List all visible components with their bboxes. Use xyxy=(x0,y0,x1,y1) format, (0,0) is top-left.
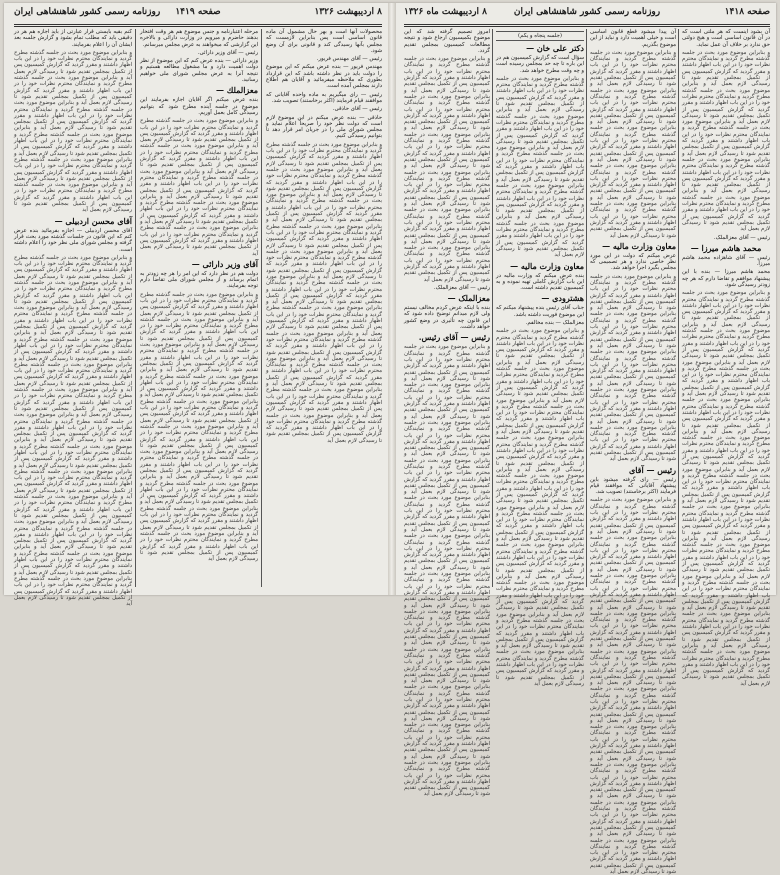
right-page-header xyxy=(404,7,770,23)
speaker-heading: معزالملك — xyxy=(215,85,258,96)
speaker-heading: آقای وزیر دارائی — xyxy=(191,258,258,269)
paragraph: امروز تصمیم گرفته شد که این موضوع بکمیسیون ارجاع شود و نتیجه مطالعات کمیسیون بمجلس تقدیم گردد. xyxy=(404,29,490,54)
body-text xyxy=(590,50,676,239)
body-text xyxy=(404,344,490,797)
body-text: و بنابراین موضوع مورد بحث در جلسه گذشته مطرح گردید و نمایندگان محترم نظرات خود را در این باب اظهار داشتند و مقرر گردید که گزارش کمیسیون پس از تکمیل بمجلس تقدیم شود تا رسیدگی لازم بعمل آید و بنابراین موضوع مورد بحث در جلسه گذشته مطرح گردید و نمایندگان محترم نظرات خود را در این باب اظهار داشتند و مقرر گردید که گزارش کمیسیون پس از تکمیل بمجلس تقدیم شود تا رسیدگی لازم بعمل آید و بنابراین موضوع مورد بحث در جلسه گذشته مطرح گردید و نمایندگان محترم نظرات خود را در این باب اظهار داشتند و مقرر گردید که گزارش کمیسیون پس از تکمیل بمجلس تقدیم شود تا رسیدگی لازم بعمل آید و بنابراین موضوع مورد بحث در جلسه گذشته مطرح گردید و نمایندگان محترم نظرات خود را در این باب اظهار داشتند و مقرر گردید که گزارش کمیسیون پس از تکمیل بمجلس تقدیم شود تا رسیدگی لازم بعمل آید و بنابراین موضوع مورد بحث در جلسه گذشته مطرح گردید و نمایندگان محترم نظرات خود را در این باب اظهار داشتند و مقرر گردید که گزارش کمیسیون پس از تکمیل بمجلس تقدیم شود تا رسیدگی لازم بعمل آید و بنابراین موضوع مورد بحث در جلسه گذشته مطرح گردید و نمایندگان محترم نظرات خود را در این باب اظهار داشتند و مقرر گردید که گزارش کمیسیون پس از تکمیل بمجلس تقدیم شود تا رسیدگی لازم بعمل آید و بنابراین موضوع مورد بحث در جلسه گذشته مطرح گردید و نمایندگان محترم نظرات خود را در این باب اظهار داشتند و مقرر گردید که گزارش کمیسیون پس از تکمیل بمجلس تقدیم شود تا رسیدگی لازم بعمل آید و بنابراین موضوع مورد بحث در جلسه گذشته مطرح گردید و نمایندگان محترم نظرات خود را در این باب اظهار داشتند و مقرر گردید که گزارش کمیسیون پس از تکمیل بمجلس تقدیم شود تا رسیدگی لازم بعمل آید و بنابراین موضوع مورد بحث در جلسه گذشته مطرح گردید و نمایندگان محترم نظرات خود را در این باب اظهار داشتند و مقرر گردید که گزارش کمیسیون پس از تکمیل بمجلس تقدیم شود تا رسیدگی لازم بعمل آید و بنابراین موضوع مورد بحث در جلسه گذشته مطرح گردید و نمایندگان محترم نظرات خود را در این باب اظهار داشتند و مقرر گردید که گزارش کمیسیون پس از تکمیل بمجلس تقدیم شود تا رسیدگی لازم بعمل آید xyxy=(140,291,258,563)
body-text: و بنابراین موضوع مورد بحث در جلسه گذشته مطرح گردید و نمایندگان محترم نظرات خود را در این باب اظهار داشتند و مقرر گردید که گزارش کمیسیون پس از تکمیل بمجلس تقدیم شود تا رسیدگی لازم بعمل آید و بنابراین موضوع مورد بحث در جلسه گذشته مطرح گردید و نمایندگان محترم نظرات خود را در این باب اظهار داشتند و مقرر گردید که گزارش کمیسیون پس از تکمیل بمجلس تقدیم شود تا رسیدگی لازم بعمل آید و بنابراین موضوع مورد بحث در جلسه گذشته مطرح گردید و نمایندگان محترم نظرات خود را در این باب اظهار داشتند و مقرر گردید که گزارش کمیسیون پس از تکمیل بمجلس تقدیم شود تا رسیدگی لازم بعمل آید و بنابراین موضوع مورد بحث در جلسه گذشته مطرح گردید و نمایندگان محترم نظرات خود را در این باب اظهار داشتند و مقرر گردید که گزارش کمیسیون پس از تکمیل بمجلس تقدیم شود تا رسیدگی لازم بعمل آید و بنابراین موضوع مورد بحث در جلسه گذشته مطرح گردید و نمایندگان محترم نظرات خود را در این باب اظهار داشتند و مقرر گردید که گزارش کمیسیون پس از تکمیل بمجلس تقدیم شود تا رسیدگی لازم بعمل آید xyxy=(682,49,770,233)
left-header-page-number: صفحه ۱۴۱۹ xyxy=(175,7,221,17)
body-text xyxy=(496,76,584,259)
right-column-3 xyxy=(496,29,584,687)
paragraph: مهندس فریور — بنده عرض میکنم که این موضوع را دولت باید در نظر داشته باشد که این قرارداد بطوری که ملاحظه میفرمائید و آقایان هم اطلاع دارند بمجلس آمده است. xyxy=(266,64,382,90)
paragraph: سؤال است که گزارش کمیسیون هم در این باره تا چه حد بمجلس رسیده است و چه وقت مطرح خواهد شد. xyxy=(496,55,584,74)
paragraph: معزالملک — بنده مخالفم. xyxy=(525,319,584,326)
body-text: و بنابراین موضوع مورد بحث در جلسه گذشته مطرح گردید و نمایندگان محترم نظرات خود را در این باب اظهار داشتند و مقرر گردید که گزارش کمیسیون پس از تکمیل بمجلس تقدیم شود تا رسیدگی لازم بعمل آید و بنابراین موضوع مورد بحث در جلسه گذشته مطرح گردید و نمایندگان محترم نظرات خود را در این باب اظهار داشتند و مقرر گردید که گزارش کمیسیون پس از تکمیل بمجلس تقدیم شود تا رسیدگی لازم بعمل آید و بنابراین موضوع مورد بحث در جلسه گذشته مطرح گردید و نمایندگان محترم نظرات خود را در این باب اظهار داشتند و مقرر گردید که گزارش کمیسیون پس از تکمیل بمجلس تقدیم شود تا رسیدگی لازم بعمل آید و بنابراین موضوع مورد بحث در جلسه گذشته مطرح گردید و نمایندگان محترم نظرات خود را در این باب اظهار داشتند و مقرر گردید که گزارش کمیسیون پس از تکمیل بمجلس تقدیم شود تا رسیدگی لازم بعمل آید و بنابراین موضوع مورد بحث در جلسه گذشته مطرح گردید و نمایندگان محترم نظرات خود را در این باب اظهار داشتند و مقرر گردید که گزارش کمیسیون پس از تکمیل بمجلس تقدیم شود تا رسیدگی لازم بعمل آید و بنابراین موضوع مورد بحث در جلسه گذشته مطرح گردید و نمایندگان محترم نظرات خود را در این باب اظهار داشتند و مقرر گردید که گزارش کمیسیون پس از تکمیل بمجلس تقدیم شود تا رسیدگی لازم بعمل آید و بنابراین موضوع مورد بحث در جلسه گذشته مطرح گردید و نمایندگان محترم نظرات خود را در این باب اظهار داشتند و مقرر گردید که گزارش کمیسیون پس از تکمیل بمجلس تقدیم شود تا رسیدگی لازم بعمل آید و بنابراین موضوع مورد بحث در جلسه گذشته مطرح گردید و نمایندگان محترم نظرات خود را در این باب اظهار داشتند و مقرر گردید که گزارش کمیسیون پس از تکمیل بمجلس تقدیم شود تا رسیدگی لازم بعمل آید و بنابراین موضوع مورد بحث در جلسه گذشته مطرح گردید و نمایندگان محترم نظرات خود را در این باب اظهار داشتند و مقرر گردید که گزارش کمیسیون پس از تکمیل بمجلس تقدیم شود تا رسیدگی لازم بعمل آید و بنابراین موضوع مورد بحث در جلسه گذشته مطرح گردید و نمایندگان محترم نظرات خود را در این باب اظهار داشتند و مقرر گردید که گزارش کمیسیون پس از تکمیل بمجلس تقدیم شود تا رسیدگی لازم بعمل آید و بنابراین موضوع مورد بحث در جلسه گذشته مطرح گردید و نمایندگان محترم نظرات خود را در این باب اظهار داشتند و مقرر گردید که گزارش کمیسیون پس از تکمیل بمجلس تقدیم شود تا رسیدگی لازم بعمل آید xyxy=(682,290,770,687)
right-header-page-number: صفحه ۱۴۱۸ xyxy=(724,7,770,17)
column-separator xyxy=(678,29,679,587)
right-header-publication: روزنامه رسمی کشور شاهنشاهی ایران xyxy=(513,7,661,17)
paragraph: وزیر دارائی — بنده عرض کنم که این موضوع از نظر دولت اهمیت دارد و ما مشغول مطالعه هستیم و نتیجه آنرا به عرض مجلس شورای ملی خواهیم رسانید. xyxy=(140,58,258,84)
body-text: و بنابراین موضوع مورد بحث در جلسه گذشته مطرح گردید و نمایندگان محترم نظرات خود را در این باب اظهار داشتند و مقرر گردید که گزارش کمیسیون پس از تکمیل بمجلس تقدیم شود تا رسیدگی لازم بعمل آید و بنابراین موضوع مورد بحث در جلسه گذشته مطرح گردید و نمایندگان محترم نظرات خود را در این باب اظهار داشتند و مقرر گردید که گزارش کمیسیون پس از تکمیل بمجلس تقدیم شود تا رسیدگی لازم بعمل آید و بنابراین موضوع مورد بحث در جلسه گذشته مطرح گردید و نمایندگان محترم نظرات خود را در این باب اظهار داشتند و مقرر گردید که گزارش کمیسیون پس از تکمیل بمجلس تقدیم شود تا رسیدگی لازم بعمل آید و بنابراین موضوع مورد بحث در جلسه گذشته مطرح گردید و نمایندگان محترم نظرات خود را در این باب اظهار داشتند و مقرر گردید که گزارش کمیسیون پس از تکمیل بمجلس تقدیم شود تا رسیدگی لازم بعمل آید و بنابراین موضوع مورد بحث در جلسه گذشته مطرح گردید و نمایندگان محترم نظرات خود را در این باب اظهار داشتند و مقرر گردید که گزارش کمیسیون پس از تکمیل بمجلس تقدیم شود تا رسیدگی لازم بعمل آید و بنابراین موضوع مورد بحث در جلسه گذشته مطرح گردید و نمایندگان محترم نظرات خود را در این باب اظهار داشتند و مقرر گردید که گزارش کمیسیون پس از تکمیل بمجلس تقدیم شود تا رسیدگی لازم بعمل آید و بنابراین موضوع مورد بحث در جلسه گذشته مطرح گردید و نمایندگان محترم نظرات خود را در این باب اظهار داشتند و مقرر گردید که گزارش کمیسیون پس از تکمیل بمجلس تقدیم شود تا رسیدگی لازم بعمل آید و بنابراین موضوع مورد بحث در جلسه گذشته مطرح گردید و نمایندگان محترم نظرات خود را در این باب اظهار داشتند و مقرر گردید که گزارش کمیسیون پس از تکمیل بمجلس تقدیم شود تا رسیدگی لازم بعمل آید و بنابراین موضوع مورد بحث در جلسه گذشته مطرح گردید و نمایندگان محترم نظرات خود را در این باب اظهار داشتند و مقرر گردید که گزارش کمیسیون پس از تکمیل بمجلس تقدیم شود تا رسیدگی لازم بعمل آید و بنابراین موضوع مورد بحث در جلسه گذشته مطرح گردید و نمایندگان محترم نظرات خود را در این باب اظهار داشتند و مقرر گردید که گزارش کمیسیون پس از تکمیل بمجلس تقدیم شود تا رسیدگی لازم بعمل آید و بنابراین موضوع مورد بحث در جلسه گذشته مطرح گردید و نمایندگان محترم نظرات خود را در این باب اظهار داشتند و مقرر گردید که گزارش کمیسیون پس از تکمیل بمجلس تقدیم شود تا رسیدگی لازم بعمل آید xyxy=(266,141,382,444)
body-text xyxy=(14,255,132,608)
left-column-1 xyxy=(266,29,382,589)
body-text: و بنابراین موضوع مورد بحث در جلسه گذشته مطرح گردید و نمایندگان محترم نظرات خود را در این باب اظهار داشتند و مقرر گردید که گزارش کمیسیون پس از تکمیل بمجلس تقدیم شود تا رسیدگی لازم بعمل آید و بنابراین موضوع مورد بحث در جلسه گذشته مطرح گردید و نمایندگان محترم نظرات خود را در این باب اظهار داشتند و مقرر گردید که گزارش کمیسیون پس از تکمیل بمجلس تقدیم شود تا رسیدگی لازم بعمل آید و بنابراین موضوع مورد بحث در جلسه گذشته مطرح گردید و نمایندگان محترم نظرات خود را در این باب اظهار داشتند و مقرر گردید که گزارش کمیسیون پس از تکمیل بمجلس تقدیم شود تا رسیدگی لازم بعمل آید و بنابراین موضوع مورد بحث در جلسه گذشته مطرح گردید و نمایندگان محترم نظرات خود را در این باب اظهار داشتند و مقرر گردید که گزارش کمیسیون پس از تکمیل بمجلس تقدیم شود تا رسیدگی لازم بعمل آید و بنابراین موضوع مورد بحث در جلسه گذشته مطرح گردید و نمایندگان محترم نظرات خود را در این باب اظهار داشتند و مقرر گردید که گزارش کمیسیون پس از تکمیل بمجلس تقدیم شود تا رسیدگی لازم بعمل آید و بنابراین موضوع مورد بحث در جلسه گذشته مطرح گردید و نمایندگان محترم نظرات خود را در این باب اظهار داشتند و مقرر گردید که گزارش کمیسیون پس از تکمیل بمجلس تقدیم شود تا رسیدگی لازم بعمل آید xyxy=(404,56,490,283)
right-column-2 xyxy=(590,29,676,875)
paragraph: جناب آقای رئیس بنده پیشنهاد میکنم که این موضوع فوریت داشته باشد. xyxy=(496,305,584,318)
paragraph: حاذقی — بنده عرض میکنم در این موضوع لازم است که دولت نظر خود را صریحاً اعلام نماید و مجلس شورای ملی را در جریان امر قرار دهد تا بتوانیم رسیدگی کنیم. xyxy=(266,114,382,140)
body-text xyxy=(590,497,676,875)
speaker-heading: معزالملک — xyxy=(447,293,490,304)
body-text xyxy=(682,50,770,233)
left-page-header xyxy=(14,7,382,23)
header-rule xyxy=(14,26,382,27)
paragraph: کنم بقیه بایستی قرار عبارتی از باید اجازه هم هر در دقیقی باید که مطلب تمام بشود و گزارش جلسه بعد ایشان آن را اعلام بفرمایند. xyxy=(14,29,132,48)
body-text xyxy=(14,50,132,214)
paragraph: دولت هم در نظر دارد که این امر را هر چه زودتر به اتمام برساند و از مجلس شورای ملی تقاضا دارم توجه بفرمایند. xyxy=(140,270,258,290)
speaker-heading: معاون وزارت مالیه — xyxy=(602,240,676,251)
speaker-heading: آقای محسن اردبیلی — xyxy=(54,215,132,226)
body-text: و بنابراین موضوع مورد بحث در جلسه گذشته مطرح گردید و نمایندگان محترم نظرات خود را در این باب اظهار داشتند و مقرر گردید که گزارش کمیسیون پس از تکمیل بمجلس تقدیم شود تا رسیدگی لازم بعمل آید و بنابراین موضوع مورد بحث در جلسه گذشته مطرح گردید و نمایندگان محترم نظرات خود را در این باب اظهار داشتند و مقرر گردید که گزارش کمیسیون پس از تکمیل بمجلس تقدیم شود تا رسیدگی لازم بعمل آید و بنابراین موضوع مورد بحث در جلسه گذشته مطرح گردید و نمایندگان محترم نظرات خود را در این باب اظهار داشتند و مقرر گردید که گزارش کمیسیون پس از تکمیل بمجلس تقدیم شود تا رسیدگی لازم بعمل آید و بنابراین موضوع مورد بحث در جلسه گذشته مطرح گردید و نمایندگان محترم نظرات خود را در این باب اظهار داشتند و مقرر گردید که گزارش کمیسیون پس از تکمیل بمجلس تقدیم شود تا رسیدگی لازم بعمل آید و بنابراین موضوع مورد بحث در جلسه گذشته مطرح گردید و نمایندگان محترم نظرات خود را در این باب اظهار داشتند و مقرر گردید که گزارش کمیسیون پس از تکمیل بمجلس تقدیم شود تا رسیدگی لازم بعمل آید و بنابراین موضوع مورد بحث در جلسه گذشته مطرح گردید و نمایندگان محترم نظرات خود را در این باب اظهار داشتند و مقرر گردید که گزارش کمیسیون پس از تکمیل بمجلس تقدیم شود تا رسیدگی لازم بعمل آید و بنابراین موضوع مورد بحث در جلسه گذشته مطرح گردید و نمایندگان محترم نظرات خود را در این باب اظهار داشتند و مقرر گردید که گزارش کمیسیون پس از تکمیل بمجلس تقدیم شود تا رسیدگی لازم بعمل آید و بنابراین موضوع مورد بحث در جلسه گذشته مطرح گردید و نمایندگان محترم نظرات خود را در این باب اظهار داشتند و مقرر گردید که گزارش کمیسیون پس از تکمیل بمجلس تقدیم شود تا رسیدگی لازم بعمل آید و بنابراین موضوع مورد بحث در جلسه گذشته مطرح گردید و نمایندگان محترم نظرات خود را در این باب اظهار داشتند و مقرر گردید که گزارش کمیسیون پس از تکمیل بمجلس تقدیم شود تا رسیدگی لازم بعمل آید و بنابراین موضوع مورد بحث در جلسه گذشته مطرح گردید و نمایندگان محترم نظرات خود را در این باب اظهار داشتند و مقرر گردید که گزارش کمیسیون پس از تکمیل بمجلس تقدیم شود تا رسیدگی لازم بعمل آید و بنابراین موضوع مورد بحث در جلسه گذشته مطرح گردید و نمایندگان محترم نظرات خود را در این باب اظهار داشتند و مقرر گردید که گزارش کمیسیون پس از تکمیل بمجلس تقدیم شود تا رسیدگی لازم بعمل آید و بنابراین موضوع مورد بحث در جلسه گذشته مطرح گردید و نمایندگان محترم نظرات خود را در این باب اظهار داشتند و مقرر گردید که گزارش کمیسیون پس از تکمیل بمجلس تقدیم شود تا رسیدگی لازم بعمل آید xyxy=(404,344,490,798)
body-text xyxy=(590,274,676,463)
body-text: و بنابراین موضوع مورد بحث در جلسه گذشته مطرح گردید و نمایندگان محترم نظرات خود را در این باب اظهار داشتند و مقرر گردید که گزارش کمیسیون پس از تکمیل بمجلس تقدیم شود تا رسیدگی لازم بعمل آید و بنابراین موضوع مورد بحث در جلسه گذشته مطرح گردید و نمایندگان محترم نظرات خود را در این باب اظهار داشتند و مقرر گردید که گزارش کمیسیون پس از تکمیل بمجلس تقدیم شود تا رسیدگی لازم بعمل آید و بنابراین موضوع مورد بحث در جلسه گذشته مطرح گردید و نمایندگان محترم نظرات خود را در این باب اظهار داشتند و مقرر گردید که گزارش کمیسیون پس از تکمیل بمجلس تقدیم شود تا رسیدگی لازم بعمل آید و بنابراین موضوع مورد بحث در جلسه گذشته مطرح گردید و نمایندگان محترم نظرات خود را در این باب اظهار داشتند و مقرر گردید که گزارش کمیسیون پس از تکمیل بمجلس تقدیم شود تا رسیدگی لازم بعمل آید و بنابراین موضوع مورد بحث در جلسه گذشته مطرح گردید و نمایندگان محترم نظرات خود را در این باب اظهار داشتند و مقرر گردید که گزارش کمیسیون پس از تکمیل بمجلس تقدیم شود تا رسیدگی لازم بعمل آید xyxy=(496,75,584,259)
body-text xyxy=(140,292,258,563)
speaker-heading: رئیس — آقای رئیس. xyxy=(418,332,490,343)
paragraph: بنده با اینکه عرض کردم مخالف نیستم ولی لازم میدانم توضیح داده شود که این قانون چه تأثیری در وضع کشور خواهد داشت. xyxy=(404,305,490,331)
paragraph: محمد هاشم میرزا — بنده با این پیشنهاد موافقم و تقاضا دارم که هر چه زودتر رسیدگی شود. xyxy=(682,269,770,288)
header-rule xyxy=(14,24,382,25)
column-separator xyxy=(261,29,262,587)
column-separator xyxy=(586,29,587,587)
header-rule xyxy=(404,26,770,27)
body-text: و بنابراین موضوع مورد بحث در جلسه گذشته مطرح گردید و نمایندگان محترم نظرات خود را در این باب اظهار داشتند و مقرر گردید که گزارش کمیسیون پس از تکمیل بمجلس تقدیم شود تا رسیدگی لازم بعمل آید و بنابراین موضوع مورد بحث در جلسه گذشته مطرح گردید و نمایندگان محترم نظرات خود را در این باب اظهار داشتند و مقرر گردید که گزارش کمیسیون پس از تکمیل بمجلس تقدیم شود تا رسیدگی لازم بعمل آید و بنابراین موضوع مورد بحث در جلسه گذشته مطرح گردید و نمایندگان محترم نظرات خود را در این باب اظهار داشتند و مقرر گردید که گزارش کمیسیون پس از تکمیل بمجلس تقدیم شود تا رسیدگی لازم بعمل آید و بنابراین موضوع مورد بحث در جلسه گذشته مطرح گردید و نمایندگان محترم نظرات خود را در این باب اظهار داشتند و مقرر گردید که گزارش کمیسیون پس از تکمیل بمجلس تقدیم شود تا رسیدگی لازم بعمل آید و بنابراین موضوع مورد بحث در جلسه گذشته مطرح گردید و نمایندگان محترم نظرات خود را در این باب اظهار داشتند و مقرر گردید که گزارش کمیسیون پس از تکمیل بمجلس تقدیم شود تا رسیدگی لازم بعمل آید و بنابراین موضوع مورد بحث در جلسه گذشته مطرح گردید و نمایندگان محترم نظرات خود را در این باب اظهار داشتند و مقرر گردید که گزارش کمیسیون پس از تکمیل بمجلس تقدیم شود تا رسیدگی لازم بعمل آید xyxy=(14,49,132,214)
paragraph: عرض میکنم که دولت در این مورد نظر خاصی ندارد و هر تصمیمی که مجلس بگیرد اجرا خواهد شد. xyxy=(590,252,676,272)
paragraph: بنده عرض میکنم که وزارت مالیه در این باب گزارش کاملی تهیه نموده و به کمیسیون تقدیم داشته است. xyxy=(496,272,584,292)
left-column-3 xyxy=(14,29,132,608)
paragraph: محصولات آنها است و بهر حال مشمول آن ماده قانون اساسی است پس بنابراین لازمست که مجلس بآنها رسیدگی کند و قانونی برای آن وضع شود. xyxy=(266,29,382,54)
paragraph: آن بشود اینست که هر ملتی است که در آن قانون اساسی است و هیچ دولتی حق ندارد بر خلاف آن عمل نماید. xyxy=(682,29,770,48)
paragraph: رئیس — آقای معزالملک. xyxy=(713,234,770,241)
paragraph: بنده عرض میکنم اگر آقایان اجازه بفرمایند این موضوع در جلسه آینده مطرح شود که بتوانیم رسیدگی کامل بعمل آوریم. xyxy=(140,97,258,116)
paragraph: آن پیدا میشود قطع قانون اساسی است و خیلی اهمیت دارد و نباید از این موضوع بگذریم. xyxy=(590,29,676,48)
body-text: و بنابراین موضوع مورد بحث در جلسه گذشته مطرح گردید و نمایندگان محترم نظرات خود را در این باب اظهار داشتند و مقرر گردید که گزارش کمیسیون پس از تکمیل بمجلس تقدیم شود تا رسیدگی لازم بعمل آید و بنابراین موضوع مورد بحث در جلسه گذشته مطرح گردید و نمایندگان محترم نظرات خود را در این باب اظهار داشتند و مقرر گردید که گزارش کمیسیون پس از تکمیل بمجلس تقدیم شود تا رسیدگی لازم بعمل آید و بنابراین موضوع مورد بحث در جلسه گذشته مطرح گردید و نمایندگان محترم نظرات خود را در این باب اظهار داشتند و مقرر گردید که گزارش کمیسیون پس از تکمیل بمجلس تقدیم شود تا رسیدگی لازم بعمل آید و بنابراین موضوع مورد بحث در جلسه گذشته مطرح گردید و نمایندگان محترم نظرات خود را در این باب اظهار داشتند و مقرر گردید که گزارش کمیسیون پس از تکمیل بمجلس تقدیم شود تا رسیدگی لازم بعمل آید و بنابراین موضوع مورد بحث در جلسه گذشته مطرح گردید و نمایندگان محترم نظرات خود را در این باب اظهار داشتند و مقرر گردید که گزارش کمیسیون پس از تکمیل بمجلس تقدیم شود تا رسیدگی لازم بعمل آید xyxy=(140,118,258,257)
right-column-1 xyxy=(682,29,770,687)
speaker-heading: هشترودی — xyxy=(541,293,584,304)
body-text: و بنابراین موضوع مورد بحث در جلسه گذشته مطرح گردید و نمایندگان محترم نظرات خود را در این باب اظهار داشتند و مقرر گردید که گزارش کمیسیون پس از تکمیل بمجلس تقدیم شود تا رسیدگی لازم بعمل آید و بنابراین موضوع مورد بحث در جلسه گذشته مطرح گردید و نمایندگان محترم نظرات خود را در این باب اظهار داشتند و مقرر گردید که گزارش کمیسیون پس از تکمیل بمجلس تقدیم شود تا رسیدگی لازم بعمل آید و بنابراین موضوع مورد بحث در جلسه گذشته مطرح گردید و نمایندگان محترم نظرات خود را در این باب اظهار داشتند و مقرر گردید که گزارش کمیسیون پس از تکمیل بمجلس تقدیم شود تا رسیدگی لازم بعمل آید و بنابراین موضوع مورد بحث در جلسه گذشته مطرح گردید و نمایندگان محترم نظرات خود را در این باب اظهار داشتند و مقرر گردید که گزارش کمیسیون پس از تکمیل بمجلس تقدیم شود تا رسیدگی لازم بعمل آید و بنابراین موضوع مورد بحث در جلسه گذشته مطرح گردید و نمایندگان محترم نظرات خود را در این باب اظهار داشتند و مقرر گردید که گزارش کمیسیون پس از تکمیل بمجلس تقدیم شود تا رسیدگی لازم بعمل آید xyxy=(590,49,676,239)
paragraph: مرحله اعتبارنامه و جنس موضوع هم هر وقت افتخار بدهند حاضرم و میرویم در وزارت دارائی و بالاخره این گزارشی که میخواهند به عرض مجلس میرسانم. xyxy=(140,29,258,48)
speaker-heading: رئیس — آقای xyxy=(628,464,676,475)
session-note: (جلسه پنجاه و یکم) xyxy=(496,31,584,41)
right-header-date: ۸ اردیبهشت ماه ۱۳۲۶ xyxy=(404,7,487,17)
paragraph: رئیس — آقای مهندس فریور. xyxy=(316,56,382,63)
paragraph: آقای محسن اردبیلی — اجازه بفرمائید بنده عرض کنم که این قانون در جلسات گذشته مورد بحث قرار گرفته و مجلس شورای ملی نظر خود را اعلام داشته است. xyxy=(14,227,132,253)
paragraph: رئیس — رای گرفته میشود باین پیشنهاد آقایانی که موافقند قیام فرمایند (اکثر برخاستند) تصویب شد. xyxy=(590,476,676,496)
body-text: و بنابراین موضوع مورد بحث در جلسه گذشته مطرح گردید و نمایندگان محترم نظرات خود را در این باب اظهار داشتند و مقرر گردید که گزارش کمیسیون پس از تکمیل بمجلس تقدیم شود تا رسیدگی لازم بعمل آید و بنابراین موضوع مورد بحث در جلسه گذشته مطرح گردید و نمایندگان محترم نظرات خود را در این باب اظهار داشتند و مقرر گردید که گزارش کمیسیون پس از تکمیل بمجلس تقدیم شود تا رسیدگی لازم بعمل آید و بنابراین موضوع مورد بحث در جلسه گذشته مطرح گردید و نمایندگان محترم نظرات خود را در این باب اظهار داشتند و مقرر گردید که گزارش کمیسیون پس از تکمیل بمجلس تقدیم شود تا رسیدگی لازم بعمل آید و بنابراین موضوع مورد بحث در جلسه گذشته مطرح گردید و نمایندگان محترم نظرات خود را در این باب اظهار داشتند و مقرر گردید که گزارش کمیسیون پس از تکمیل بمجلس تقدیم شود تا رسیدگی لازم بعمل آید و بنابراین موضوع مورد بحث در جلسه گذشته مطرح گردید و نمایندگان محترم نظرات خود را در این باب اظهار داشتند و مقرر گردید که گزارش کمیسیون پس از تکمیل بمجلس تقدیم شود تا رسیدگی لازم بعمل آید و بنابراین موضوع مورد بحث در جلسه گذشته مطرح گردید و نمایندگان محترم نظرات خود را در این باب اظهار داشتند و مقرر گردید که گزارش کمیسیون پس از تکمیل بمجلس تقدیم شود تا رسیدگی لازم بعمل آید و بنابراین موضوع مورد بحث در جلسه گذشته مطرح گردید و نمایندگان محترم نظرات خود را در این باب اظهار داشتند و مقرر گردید که گزارش کمیسیون پس از تکمیل بمجلس تقدیم شود تا رسیدگی لازم بعمل آید و بنابراین موضوع مورد بحث در جلسه گذشته مطرح گردید و نمایندگان محترم نظرات خود را در این باب اظهار داشتند و مقرر گردید که گزارش کمیسیون پس از تکمیل بمجلس تقدیم شود تا رسیدگی لازم بعمل آید و بنابراین موضوع مورد بحث در جلسه گذشته مطرح گردید و نمایندگان محترم نظرات خود را در این باب اظهار داشتند و مقرر گردید که گزارش کمیسیون پس از تکمیل بمجلس تقدیم شود تا رسیدگی لازم بعمل آید و بنابراین موضوع مورد بحث در جلسه گذشته مطرح گردید و نمایندگان محترم نظرات خود را در این باب اظهار داشتند و مقرر گردید که گزارش کمیسیون پس از تکمیل بمجلس تقدیم شود تا رسیدگی لازم بعمل آید xyxy=(496,328,584,687)
body-text xyxy=(140,118,258,257)
header-rule xyxy=(404,24,770,25)
left-page xyxy=(10,3,386,608)
speaker-heading: محمد هاشم میرزا — xyxy=(690,242,762,253)
body-text: و بنابراین موضوع مورد بحث در جلسه گذشته مطرح گردید و نمایندگان محترم نظرات خود را در این باب اظهار داشتند و مقرر گردید که گزارش کمیسیون پس از تکمیل بمجلس تقدیم شود تا رسیدگی لازم بعمل آید و بنابراین موضوع مورد بحث در جلسه گذشته مطرح گردید و نمایندگان محترم نظرات خود را در این باب اظهار داشتند و مقرر گردید که گزارش کمیسیون پس از تکمیل بمجلس تقدیم شود تا رسیدگی لازم بعمل آید و بنابراین موضوع مورد بحث در جلسه گذشته مطرح گردید و نمایندگان محترم نظرات خود را در این باب اظهار داشتند و مقرر گردید که گزارش کمیسیون پس از تکمیل بمجلس تقدیم شود تا رسیدگی لازم بعمل آید و بنابراین موضوع مورد بحث در جلسه گذشته مطرح گردید و نمایندگان محترم نظرات خود را در این باب اظهار داشتند و مقرر گردید که گزارش کمیسیون پس از تکمیل بمجلس تقدیم شود تا رسیدگی لازم بعمل آید و بنابراین موضوع مورد بحث در جلسه گذشته مطرح گردید و نمایندگان محترم نظرات خود را در این باب اظهار داشتند و مقرر گردید که گزارش کمیسیون پس از تکمیل بمجلس تقدیم شود تا رسیدگی لازم بعمل آید و بنابراین موضوع مورد بحث در جلسه گذشته مطرح گردید و نمایندگان محترم نظرات خود را در این باب اظهار داشتند و مقرر گردید که گزارش کمیسیون پس از تکمیل بمجلس تقدیم شود تا رسیدگی لازم بعمل آید و بنابراین موضوع مورد بحث در جلسه گذشته مطرح گردید و نمایندگان محترم نظرات خود را در این باب اظهار داشتند و مقرر گردید که گزارش کمیسیون پس از تکمیل بمجلس تقدیم شود تا رسیدگی لازم بعمل آید و بنابراین موضوع مورد بحث در جلسه گذشته مطرح گردید و نمایندگان محترم نظرات خود را در این باب اظهار داشتند و مقرر گردید که گزارش کمیسیون پس از تکمیل بمجلس تقدیم شود تا رسیدگی لازم بعمل آید و بنابراین موضوع مورد بحث در جلسه گذشته مطرح گردید و نمایندگان محترم نظرات خود را در این باب اظهار داشتند و مقرر گردید که گزارش کمیسیون پس از تکمیل بمجلس تقدیم شود تا رسیدگی لازم بعمل آید و بنابراین موضوع مورد بحث در جلسه گذشته مطرح گردید و نمایندگان محترم نظرات خود را در این باب اظهار داشتند و مقرر گردید که گزارش کمیسیون پس از تکمیل بمجلس تقدیم شود تا رسیدگی لازم بعمل آید و بنابراین موضوع مورد بحث در جلسه گذشته مطرح گردید و نمایندگان محترم نظرات خود را در این باب اظهار داشتند و مقرر گردید که گزارش کمیسیون پس از تکمیل بمجلس تقدیم شود تا رسیدگی لازم بعمل آید و بنابراین موضوع مورد بحث در جلسه گذشته مطرح گردید و نمایندگان محترم نظرات خود را در این باب اظهار داشتند و مقرر گردید که گزارش کمیسیون پس از تکمیل بمجلس تقدیم شود تا رسیدگی لازم بعمل آید و بنابراین موضوع مورد بحث در جلسه گذشته مطرح گردید و نمایندگان محترم نظرات خود را در این باب اظهار داشتند و مقرر گردید که گزارش کمیسیون پس از تکمیل بمجلس تقدیم شود تا رسیدگی لازم بعمل آید xyxy=(14,254,132,608)
page-gutter xyxy=(388,3,396,595)
body-text xyxy=(682,290,770,687)
paragraph: رئیس — آقای معزالملک. xyxy=(433,284,490,291)
paragraph: رئیس — آقای حاذقی. xyxy=(332,106,382,113)
left-header-date: ۸ اردیبهشت ۱۳۲۶ xyxy=(314,7,382,17)
body-text xyxy=(496,328,584,687)
right-page xyxy=(400,3,774,875)
column-separator xyxy=(492,29,493,587)
speaker-heading: دکتر علی خان — xyxy=(526,43,584,53)
newspaper-spread xyxy=(4,3,776,875)
body-text xyxy=(266,142,382,444)
body-text: و بنابراین موضوع مورد بحث در جلسه گذشته مطرح گردید و نمایندگان محترم نظرات خود را در این باب اظهار داشتند و مقرر گردید که گزارش کمیسیون پس از تکمیل بمجلس تقدیم شود تا رسیدگی لازم بعمل آید و بنابراین موضوع مورد بحث در جلسه گذشته مطرح گردید و نمایندگان محترم نظرات خود را در این باب اظهار داشتند و مقرر گردید که گزارش کمیسیون پس از تکمیل بمجلس تقدیم شود تا رسیدگی لازم بعمل آید و بنابراین موضوع مورد بحث در جلسه گذشته مطرح گردید و نمایندگان محترم نظرات خود را در این باب اظهار داشتند و مقرر گردید که گزارش کمیسیون پس از تکمیل بمجلس تقدیم شود تا رسیدگی لازم بعمل آید و بنابراین موضوع مورد بحث در جلسه گذشته مطرح گردید و نمایندگان محترم نظرات خود را در این باب اظهار داشتند و مقرر گردید که گزارش کمیسیون پس از تکمیل بمجلس تقدیم شود تا رسیدگی لازم بعمل آید و بنابراین موضوع مورد بحث در جلسه گذشته مطرح گردید و نمایندگان محترم نظرات خود را در این باب اظهار داشتند و مقرر گردید که گزارش کمیسیون پس از تکمیل بمجلس تقدیم شود تا رسیدگی لازم بعمل آید xyxy=(590,273,676,463)
body-text: و بنابراین موضوع مورد بحث در جلسه گذشته مطرح گردید و نمایندگان محترم نظرات خود را در این باب اظهار داشتند و مقرر گردید که گزارش کمیسیون پس از تکمیل بمجلس تقدیم شود تا رسیدگی لازم بعمل آید و بنابراین موضوع مورد بحث در جلسه گذشته مطرح گردید و نمایندگان محترم نظرات خود را در این باب اظهار داشتند و مقرر گردید که گزارش کمیسیون پس از تکمیل بمجلس تقدیم شود تا رسیدگی لازم بعمل آید و بنابراین موضوع مورد بحث در جلسه گذشته مطرح گردید و نمایندگان محترم نظرات خود را در این باب اظهار داشتند و مقرر گردید که گزارش کمیسیون پس از تکمیل بمجلس تقدیم شود تا رسیدگی لازم بعمل آید و بنابراین موضوع مورد بحث در جلسه گذشته مطرح گردید و نمایندگان محترم نظرات خود را در این باب اظهار داشتند و مقرر گردید که گزارش کمیسیون پس از تکمیل بمجلس تقدیم شود تا رسیدگی لازم بعمل آید و بنابراین موضوع مورد بحث در جلسه گذشته مطرح گردید و نمایندگان محترم نظرات خود را در این باب اظهار داشتند و مقرر گردید که گزارش کمیسیون پس از تکمیل بمجلس تقدیم شود تا رسیدگی لازم بعمل آید و بنابراین موضوع مورد بحث در جلسه گذشته مطرح گردید و نمایندگان محترم نظرات خود را در این باب اظهار داشتند و مقرر گردید که گزارش کمیسیون پس از تکمیل بمجلس تقدیم شود تا رسیدگی لازم بعمل آید و بنابراین موضوع مورد بحث در جلسه گذشته مطرح گردید و نمایندگان محترم نظرات خود را در این باب اظهار داشتند و مقرر گردید که گزارش کمیسیون پس از تکمیل بمجلس تقدیم شود تا رسیدگی لازم بعمل آید و بنابراین موضوع مورد بحث در جلسه گذشته مطرح گردید و نمایندگان محترم نظرات خود را در این باب اظهار داشتند و مقرر گردید که گزارش کمیسیون پس از تکمیل بمجلس تقدیم شود تا رسیدگی لازم بعمل آید و بنابراین موضوع مورد بحث در جلسه گذشته مطرح گردید و نمایندگان محترم نظرات خود را در این باب اظهار داشتند و مقرر گردید که گزارش کمیسیون پس از تکمیل بمجلس تقدیم شود تا رسیدگی لازم بعمل آید و بنابراین موضوع مورد بحث در جلسه گذشته مطرح گردید و نمایندگان محترم نظرات خود را در این باب اظهار داشتند و مقرر گردید که گزارش کمیسیون پس از تکمیل بمجلس تقدیم شود تا رسیدگی لازم بعمل آید xyxy=(590,497,676,875)
left-header-publication: روزنامه رسمی کشور شاهنشاهی ایران xyxy=(14,7,161,17)
right-column-4 xyxy=(404,29,490,798)
paragraph: رئیس — آقای شاهزاده محمد هاشم میرزا. xyxy=(682,254,770,268)
paragraph: رئیس — رای میگیریم به ماده واحده آقایانی که موافقند قیام فرمایند (اکثر برخاستند) تصویب شد. xyxy=(266,91,382,104)
body-text xyxy=(404,56,490,283)
left-column-2 xyxy=(140,29,258,589)
column-separator xyxy=(135,29,136,587)
paragraph: رئیس — آقای وزیر دارائی. xyxy=(197,49,258,56)
speaker-heading: معاون وزارت مالیه — xyxy=(510,260,584,271)
